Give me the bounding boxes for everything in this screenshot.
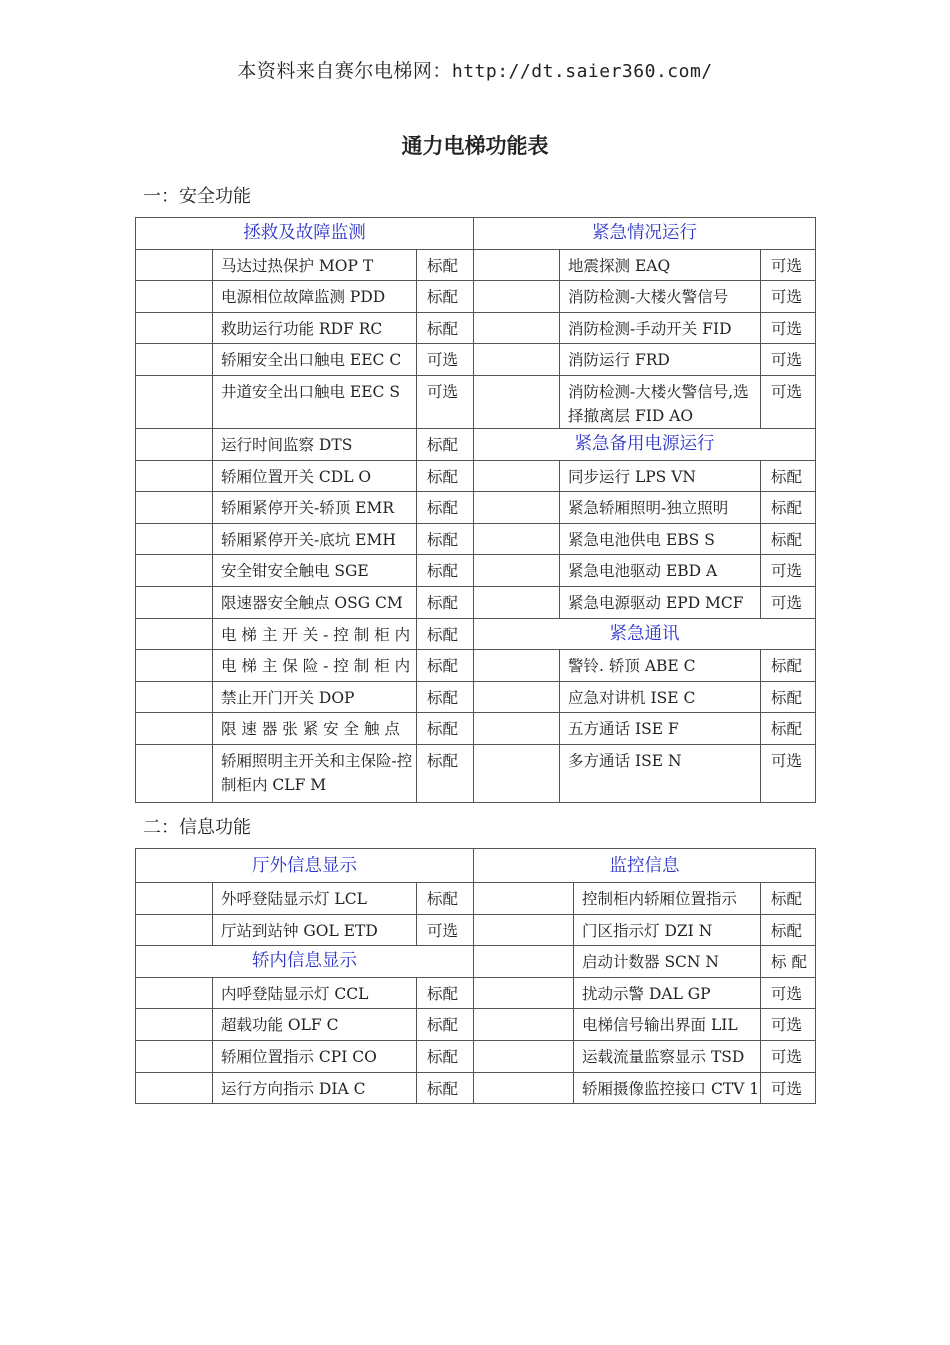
blank-cell — [474, 312, 560, 344]
blank-cell — [136, 523, 213, 555]
function-status: 可选 — [761, 375, 816, 428]
function-status: 标配 — [417, 460, 474, 492]
function-status: 标配 — [417, 428, 474, 460]
function-name: 轿厢紧停开关-底坑 EMH — [213, 523, 417, 555]
blank-cell — [136, 1072, 213, 1104]
function-name: 电梯信号输出界面 LIL — [574, 1009, 761, 1041]
table-row — [136, 492, 816, 524]
function-name: 外呼登陆显示灯 LCL — [213, 883, 417, 915]
function-status: 可选 — [761, 344, 816, 376]
function-name: 地震探测 EAQ — [560, 249, 761, 281]
page-title: 通力电梯功能表 — [401, 133, 549, 158]
blank-cell — [136, 744, 213, 802]
blank-cell — [474, 523, 560, 555]
function-name: 消防检测-大楼火警信号,选择撤离层 FID AO — [560, 375, 761, 428]
blank-cell — [474, 681, 560, 713]
function-status: 标配 — [417, 555, 474, 587]
blank-cell — [136, 281, 213, 313]
function-name: 轿厢照明主开关和主保险-控制柜内 CLF M — [213, 744, 417, 802]
right-group-header: 紧急情况运行 — [474, 218, 816, 250]
function-name: 轿厢安全出口触电 EEC C — [213, 344, 417, 376]
blank-cell — [474, 1009, 574, 1041]
source-url[interactable]: http://dt.saier360.com/ — [451, 61, 713, 82]
function-status: 标配 — [761, 713, 816, 745]
function-status: 可选 — [761, 1009, 816, 1041]
function-status: 可选 — [761, 555, 816, 587]
function-status: 可选 — [761, 312, 816, 344]
table-row — [136, 281, 816, 313]
function-status: 可选 — [761, 1040, 816, 1072]
table-row — [136, 375, 816, 428]
function-status: 标配 — [417, 586, 474, 618]
function-name: 消防检测-手动开关 FID — [560, 312, 761, 344]
blank-cell — [474, 713, 560, 745]
function-name: 安全钳安全触电 SGE — [213, 555, 417, 587]
function-name: 门区指示灯 DZI N — [574, 914, 761, 946]
blank-cell — [474, 744, 560, 802]
blank-cell — [136, 977, 213, 1009]
blank-cell — [136, 460, 213, 492]
table-row — [136, 883, 816, 915]
function-status: 标配 — [761, 460, 816, 492]
blank-cell — [474, 586, 560, 618]
blank-cell — [474, 946, 574, 978]
function-name: 运行方向指示 DIA C — [213, 1072, 417, 1104]
function-status: 标 配 — [761, 946, 816, 978]
function-name: 轿厢摄像监控接口 CTV 1 — [574, 1072, 761, 1104]
function-status: 标配 — [417, 249, 474, 281]
function-name: 电源相位故障监测 PDD — [213, 281, 417, 313]
blank-cell — [474, 650, 560, 682]
function-name: 启动计数器 SCN N — [574, 946, 761, 978]
function-name: 紧急轿厢照明-独立照明 — [560, 492, 761, 524]
function-status: 可选 — [417, 914, 474, 946]
function-status: 可选 — [417, 344, 474, 376]
function-status: 标配 — [417, 281, 474, 313]
blank-cell — [136, 618, 213, 650]
function-status: 标配 — [417, 883, 474, 915]
function-status: 标配 — [417, 1009, 474, 1041]
table-row — [136, 744, 816, 802]
right-group-header: 紧急通讯 — [474, 618, 816, 650]
function-status: 标配 — [761, 883, 816, 915]
info-table — [135, 848, 816, 1104]
table-row — [136, 312, 816, 344]
blank-cell — [136, 586, 213, 618]
blank-cell — [474, 344, 560, 376]
blank-cell — [136, 650, 213, 682]
function-name: 电 梯 主 保 险 - 控 制 柜 内 — [213, 650, 417, 682]
right-group-header: 紧急备用电源运行 — [474, 428, 816, 460]
blank-cell — [136, 713, 213, 745]
function-name: 厅站到站钟 GOL ETD — [213, 914, 417, 946]
table-row — [136, 977, 816, 1009]
function-name: 紧急电池供电 EBS S — [560, 523, 761, 555]
function-status: 可选 — [761, 586, 816, 618]
function-status: 标配 — [417, 681, 474, 713]
table-row — [136, 1072, 816, 1104]
function-name: 轿厢紧停开关-轿顶 EMR — [213, 492, 417, 524]
function-name: 电 梯 主 开 关 - 控 制 柜 内 — [213, 618, 417, 650]
blank-cell — [136, 344, 213, 376]
table-row — [136, 1040, 816, 1072]
function-name: 消防检测-大楼火警信号 — [560, 281, 761, 313]
blank-cell — [136, 375, 213, 428]
section2-heading: 二：信息功能 — [143, 817, 251, 838]
function-name: 超载功能 OLF C — [213, 1009, 417, 1041]
function-name: 同步运行 LPS VN — [560, 460, 761, 492]
table-row — [136, 523, 816, 555]
function-status: 标配 — [761, 914, 816, 946]
table-row — [136, 428, 816, 460]
function-status: 标配 — [761, 523, 816, 555]
left-group-header: 轿内信息显示 — [136, 946, 474, 978]
function-status: 标配 — [417, 713, 474, 745]
function-status: 标配 — [761, 681, 816, 713]
blank-cell — [474, 1040, 574, 1072]
function-status: 标配 — [417, 1040, 474, 1072]
blank-cell — [474, 249, 560, 281]
function-status: 标配 — [761, 650, 816, 682]
function-name: 控制柜内轿厢位置指示 — [574, 883, 761, 915]
blank-cell — [136, 428, 213, 460]
table-row — [136, 249, 816, 281]
function-status: 标配 — [417, 1072, 474, 1104]
function-status: 标配 — [417, 523, 474, 555]
function-name: 紧急电池驱动 EBD A — [560, 555, 761, 587]
function-status: 标配 — [417, 492, 474, 524]
table-row — [136, 555, 816, 587]
blank-cell — [136, 312, 213, 344]
function-status: 标配 — [417, 618, 474, 650]
function-name: 运行时间监察 DTS — [213, 428, 417, 460]
blank-cell — [136, 1040, 213, 1072]
function-name: 禁止开门开关 DOP — [213, 681, 417, 713]
blank-cell — [136, 555, 213, 587]
function-name: 扰动示警 DAL GP — [574, 977, 761, 1009]
table-row — [136, 650, 816, 682]
function-name: 紧急电源驱动 EPD MCF — [560, 586, 761, 618]
blank-cell — [136, 1009, 213, 1041]
table-row — [136, 218, 816, 250]
source-line — [0, 56, 950, 83]
function-status: 可选 — [761, 744, 816, 802]
right-group-header: 监控信息 — [474, 849, 816, 883]
function-name: 轿厢位置指示 CPI CO — [213, 1040, 417, 1072]
table-row — [136, 849, 816, 883]
function-status: 标配 — [417, 744, 474, 802]
table-row — [136, 344, 816, 376]
blank-cell — [474, 883, 574, 915]
function-name: 应急对讲机 ISE C — [560, 681, 761, 713]
table-row — [136, 946, 816, 978]
table-row — [136, 681, 816, 713]
blank-cell — [136, 249, 213, 281]
blank-cell — [474, 1072, 574, 1104]
function-status: 标配 — [761, 492, 816, 524]
blank-cell — [474, 914, 574, 946]
function-status: 标配 — [417, 977, 474, 1009]
safety-table — [135, 217, 816, 803]
blank-cell — [474, 281, 560, 313]
blank-cell — [136, 883, 213, 915]
function-name: 运载流量监察显示 TSD — [574, 1040, 761, 1072]
left-group-header: 拯救及故障监测 — [136, 218, 474, 250]
function-status: 可选 — [417, 375, 474, 428]
function-name: 限速器安全触点 OSG CM — [213, 586, 417, 618]
function-status: 可选 — [761, 281, 816, 313]
blank-cell — [474, 492, 560, 524]
function-name: 警铃. 轿顶 ABE C — [560, 650, 761, 682]
blank-cell — [136, 492, 213, 524]
function-name: 轿厢位置开关 CDL O — [213, 460, 417, 492]
source-prefix: 本资料来自赛尔电梯网： — [237, 60, 452, 82]
blank-cell — [136, 914, 213, 946]
function-name: 限 速 器 张 紧 安 全 触 点 — [213, 713, 417, 745]
function-name: 消防运行 FRD — [560, 344, 761, 376]
section1-heading: 一：安全功能 — [143, 186, 251, 207]
function-name: 救助运行功能 RDF RC — [213, 312, 417, 344]
blank-cell — [474, 375, 560, 428]
table-row — [136, 713, 816, 745]
table-row — [136, 914, 816, 946]
function-name: 井道安全出口触电 EEC S — [213, 375, 417, 428]
function-name: 内呼登陆显示灯 CCL — [213, 977, 417, 1009]
function-name: 多方通话 ISE N — [560, 744, 761, 802]
blank-cell — [474, 977, 574, 1009]
function-status: 标配 — [417, 312, 474, 344]
table-row — [136, 586, 816, 618]
function-name: 五方通话 ISE F — [560, 713, 761, 745]
left-group-header: 厅外信息显示 — [136, 849, 474, 883]
function-status: 可选 — [761, 1072, 816, 1104]
function-status: 标配 — [417, 650, 474, 682]
function-status: 可选 — [761, 977, 816, 1009]
function-name: 马达过热保护 MOP T — [213, 249, 417, 281]
blank-cell — [474, 460, 560, 492]
table-row — [136, 618, 816, 650]
blank-cell — [136, 681, 213, 713]
blank-cell — [474, 555, 560, 587]
function-status: 可选 — [761, 249, 816, 281]
table-row — [136, 460, 816, 492]
table-row — [136, 1009, 816, 1041]
